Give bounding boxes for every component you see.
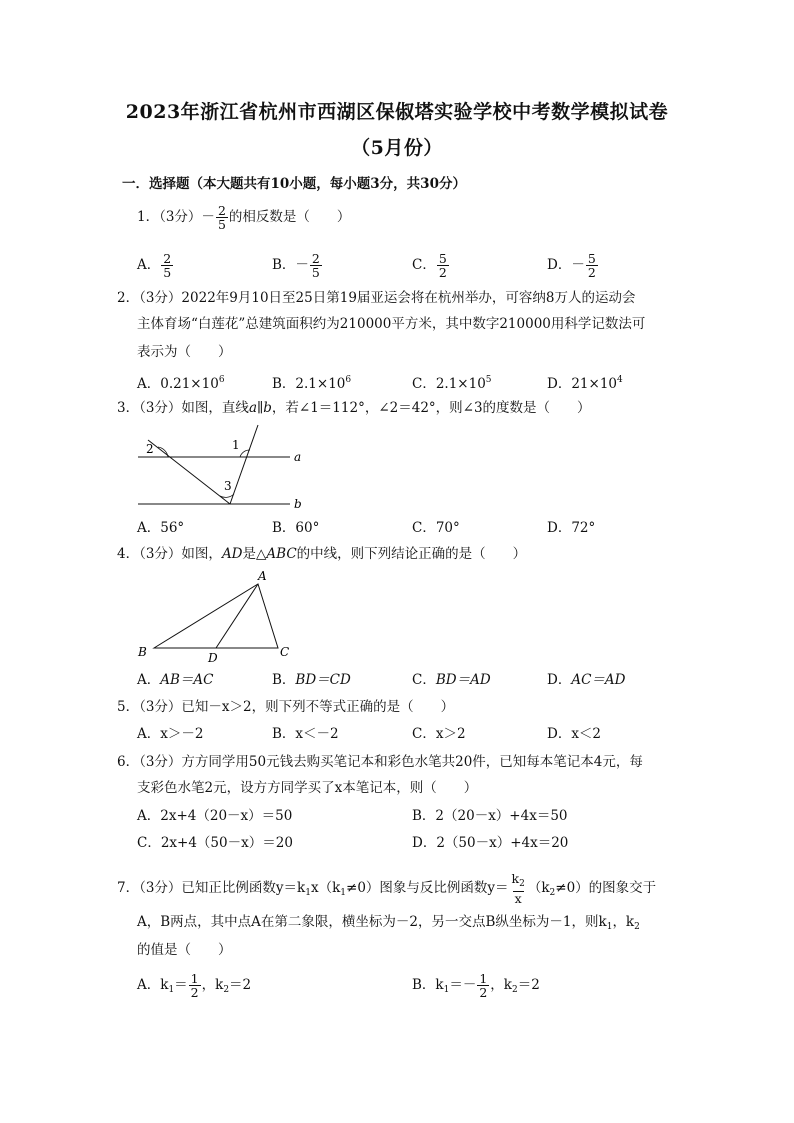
q6-stem-line1: 6．（3分）方方同学用50元钱去购买笔记本和彩色水笔共20件，已知每本笔记本4元，每 (117, 754, 643, 770)
section-heading: 一．选择题（本大题共有10小题，每小题3分，共30分） (122, 176, 466, 192)
q3-parallel-lines-figure (130, 420, 330, 520)
q6-stem-line2: 支彩色水笔2元，设方方同学买了x本笔记本，则（ ） (137, 780, 478, 796)
fig-label-A: A (258, 569, 267, 583)
q5-stem: 5．（3分）已知－x＞2，则下列不等式正确的是（ ） (117, 699, 455, 715)
exam-title: 2023年浙江省杭州市西湖区保俶塔实验学校中考数学模拟试卷 (125, 101, 669, 123)
fig-label-2: 2 (146, 442, 154, 456)
q4-option-d[interactable]: D．AC＝AD (547, 672, 626, 688)
q5-option-a[interactable]: A．x＞－2 (137, 726, 204, 742)
fig-label-D: D (208, 651, 218, 665)
q5-option-c[interactable]: C．x＞2 (412, 726, 466, 742)
q2-option-d[interactable]: D．$21\times 10^4$ (547, 375, 623, 392)
q1-option-b[interactable]: B．－ $\frac{2}{5}$ (272, 251, 320, 280)
q2-option-b[interactable]: B．$2.1\times 10^6$ (272, 375, 352, 392)
q6-option-b[interactable]: B．2（20－x）+4x＝50 (412, 808, 568, 824)
q1-option-a[interactable]: A． $\frac{2}{5}$ (137, 251, 172, 280)
angle-3-arc (220, 494, 234, 497)
q7-stem-line2: A，B两点，其中点A在第二象限，横坐标为－2，另一交点B纵坐标为－1，则$k_1$，$k_2$ (137, 914, 640, 932)
q7-option-a[interactable]: A．$k_1=$ $\frac{1}{2}$ ，$k_2=2$ (137, 971, 252, 1000)
q1-option-d[interactable]: D．－ $\frac{5}{2}$ (547, 251, 596, 280)
q6-option-c[interactable]: C．2x+4（50－x）＝20 (137, 835, 293, 851)
q3-option-b[interactable]: B．60° (272, 520, 320, 536)
q4-option-c[interactable]: C．BD＝AD (412, 672, 491, 688)
q3-option-d[interactable]: D．72° (547, 520, 596, 536)
q3-option-a[interactable]: A．56° (137, 520, 185, 536)
triangle-abc (154, 584, 278, 648)
q4-stem: 4．（3分）如图，AD是△ABC的中线，则下列结论正确的是（ ） (117, 546, 527, 562)
q7-stem-line3: 的值是（ ） (137, 942, 232, 958)
q2-stem-line3: 表示为（ ） (137, 344, 232, 360)
q1-option-c[interactable]: C． $\frac{5}{2}$ (412, 251, 447, 280)
q2-option-c[interactable]: C．$2.1\times 10^5$ (412, 375, 492, 392)
q2-option-a[interactable]: A．$0.21\times 10^6$ (137, 375, 225, 392)
q7-stem-line1: 7．（3分）已知正比例函数$y=k_1x(k_1\ne 0)$图象与反比例函数y＝ $\frac{k_2}{x}$ $(k_2\ne 0)$的图象交于 (117, 871, 657, 906)
transversal-right (230, 425, 258, 504)
q2-stem-line1: 2．（3分）2022年9月10日至25日第19届亚运会将在杭州举办，可容纳8万人的运动会 (117, 290, 636, 306)
q2-stem-line2: 主体育场“白莲花”总建筑面积约为210000平方米，其中数字210000用科学记数法可 (137, 316, 646, 332)
q7-option-b[interactable]: B．$k_1=-$ $\frac{1}{2}$ ，$k_2=2$ (412, 971, 540, 1000)
fig-label-a: a (294, 450, 302, 464)
q4-triangle-figure (130, 566, 310, 666)
q1-stem: 1．（3分）－ $\frac{2}{5}$ 的相反数是（ ） (137, 203, 351, 232)
fig-label-B: B (138, 645, 147, 659)
q6-option-d[interactable]: D．2（50－x）+4x＝20 (412, 835, 569, 851)
q4-option-a[interactable]: A．AB＝AC (137, 672, 214, 688)
fig-label-b: b (294, 497, 302, 511)
q3-stem: 3．（3分）如图，直线a∥b，若∠1＝112°，∠2＝42°，则∠3的度数是（ ） (117, 400, 591, 416)
q3-option-c[interactable]: C．70° (412, 520, 460, 536)
q7-fraction: $\frac{k_2}{x}$ (511, 871, 525, 906)
q5-option-b[interactable]: B．x＜－2 (272, 726, 339, 742)
q5-option-d[interactable]: D．x＜2 (547, 726, 602, 742)
fig-label-3: 3 (224, 479, 232, 493)
q6-option-a[interactable]: A．2x+4（20－x）＝50 (137, 808, 293, 824)
transversal-left (148, 440, 230, 504)
median-ad (216, 584, 258, 648)
exam-subtitle: （5月份） (351, 137, 443, 159)
fig-label-C: C (280, 645, 290, 659)
fig-label-1: 1 (232, 438, 240, 452)
q4-option-b[interactable]: B．BD＝CD (272, 672, 351, 688)
q1-fraction: $\frac{2}{5}$ (217, 203, 226, 232)
